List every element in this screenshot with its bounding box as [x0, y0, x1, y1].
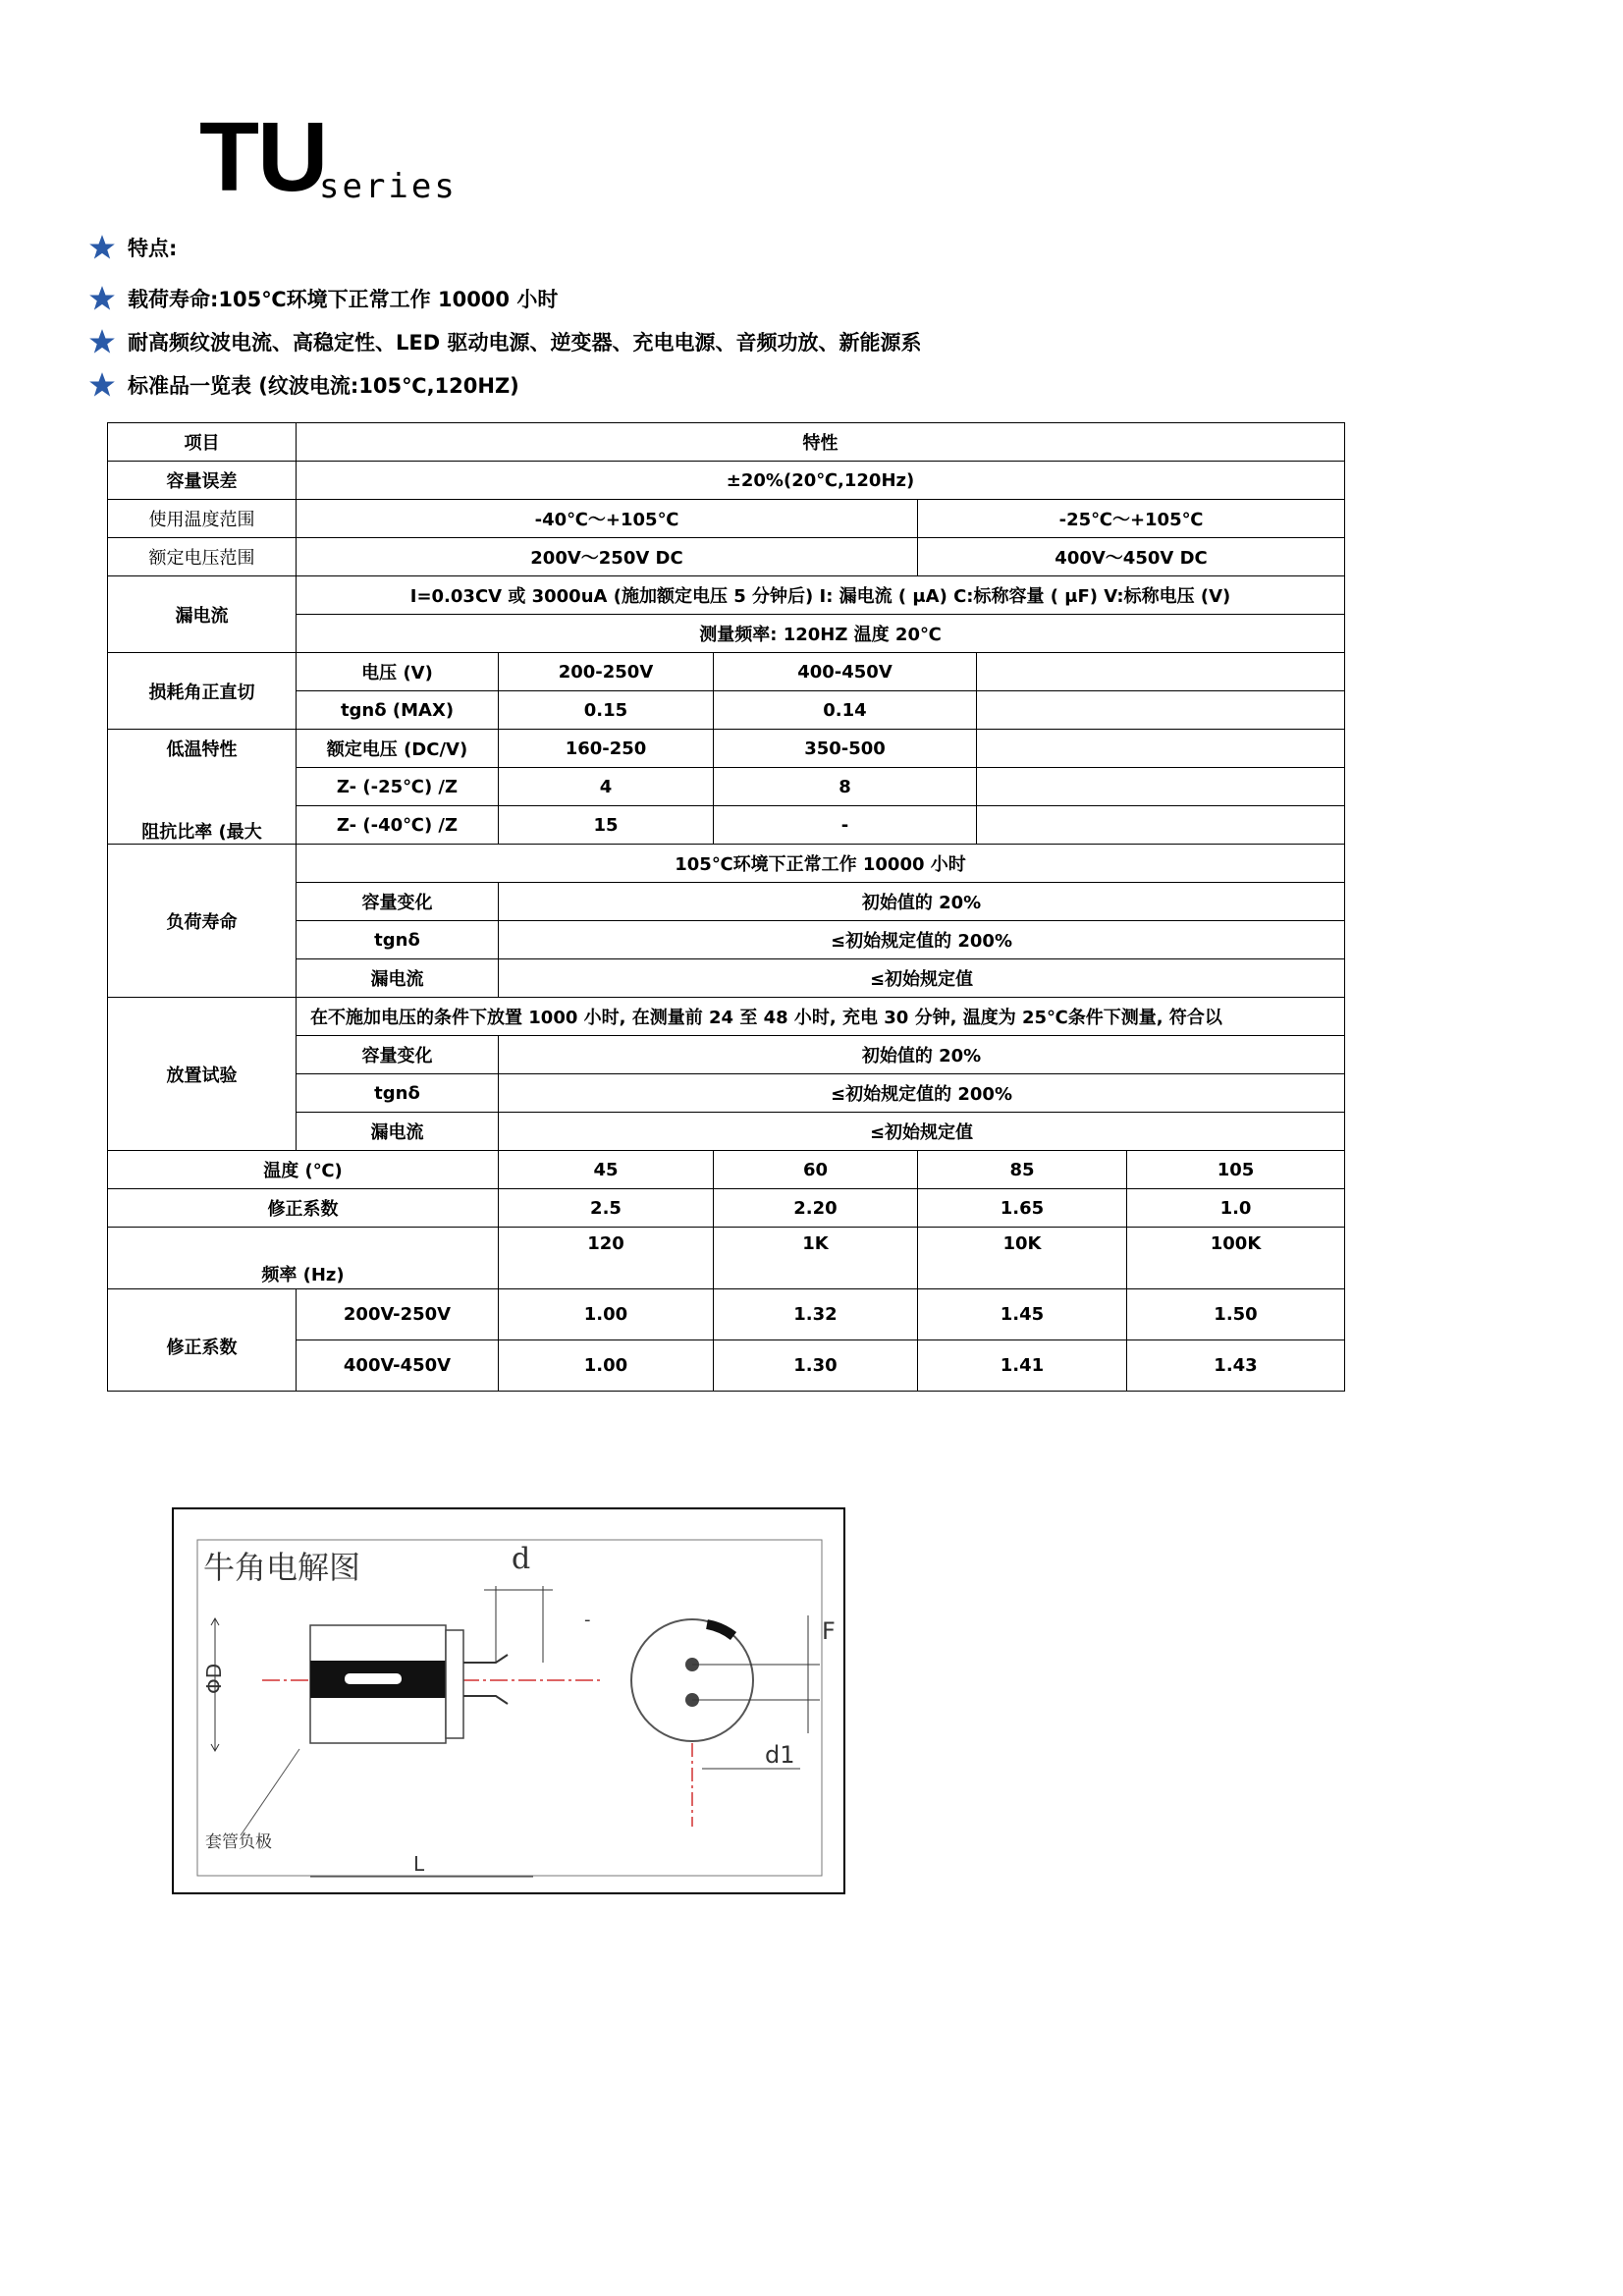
freq-cell: 100K	[1127, 1228, 1345, 1289]
temp-coef-label: 修正系数	[108, 1189, 499, 1228]
low-temp-label1: 低温特性	[166, 739, 238, 760]
header-char: 特性	[297, 423, 1345, 462]
freq-coef: 1.32	[714, 1289, 918, 1340]
low-cell: 160-250	[499, 730, 714, 768]
freq-coef: 1.00	[499, 1340, 714, 1392]
temp-range-label: 使用温度范围	[108, 500, 297, 538]
freq-coef: 1.41	[918, 1340, 1127, 1392]
dim-d-label: d	[512, 1542, 531, 1576]
freq-cell: 120	[499, 1228, 714, 1289]
star-icon	[88, 328, 116, 355]
freq-coef: 1.45	[918, 1289, 1127, 1340]
coef-cell: 1.0	[1127, 1189, 1345, 1228]
shelf-row-label: 容量变化	[297, 1036, 499, 1074]
dim-D-label: ΦD	[202, 1663, 226, 1694]
freq-coef: 1.43	[1127, 1340, 1345, 1392]
spec-table	[107, 422, 1345, 1392]
temp-cell: 85	[918, 1151, 1127, 1189]
minus-label: -	[584, 1610, 591, 1630]
low-cell: 350-500	[714, 730, 977, 768]
shelf-label: 放置试验	[108, 998, 297, 1151]
load-row-value: 初始值的 20%	[499, 883, 1345, 921]
temp-range-v2: -25℃～+105℃	[918, 500, 1345, 538]
volt-range-v2: 400V～450V DC	[918, 538, 1345, 576]
low-temp-label	[108, 730, 297, 845]
leakage-label: 漏电流	[108, 576, 297, 653]
capacitor-neck	[446, 1630, 463, 1738]
tan-cell: 0.15	[499, 691, 714, 730]
low-cell: 4	[499, 768, 714, 806]
cap-tol-value: ±20%(20℃,120Hz)	[297, 462, 1345, 500]
shelf-desc: 在不施加电压的条件下放置 1000 小时, 在测量前 24 至 48 小时, 充电 30 分钟, 温度为 25℃条件下测量, 符合以	[297, 998, 1345, 1036]
freq-coef: 1.50	[1127, 1289, 1345, 1340]
coef-cell: 2.5	[499, 1189, 714, 1228]
star-icon	[88, 371, 116, 399]
feature-text: 标准品一览表 (纹波电流:105℃,120HZ)	[128, 374, 519, 398]
volt-range-label: 额定电压范围	[108, 538, 297, 576]
freq-cell: 10K	[918, 1228, 1127, 1289]
dim-F-label: F	[822, 1617, 836, 1645]
capacitor-top-view	[631, 1619, 753, 1741]
empty-cell	[977, 653, 1345, 691]
empty-cell	[977, 730, 1345, 768]
low-cell: Z- (-40℃) /Z	[297, 806, 499, 845]
dim-L-label: L	[413, 1852, 425, 1876]
feature-text: 特点:	[128, 237, 178, 260]
load-row-label: tgnδ	[297, 921, 499, 959]
empty-cell	[977, 806, 1345, 845]
load-row-label: 容量变化	[297, 883, 499, 921]
freq-cell: 1K	[714, 1228, 918, 1289]
feature-item	[88, 230, 177, 265]
load-life-desc: 105℃环境下正常工作 10000 小时	[297, 845, 1345, 883]
cap-tol-label: 容量误差	[108, 462, 297, 500]
band-slot	[345, 1673, 402, 1684]
tan-cell: 400-450V	[714, 653, 977, 691]
feature-item	[88, 367, 519, 403]
load-row-value: ≤初始规定值的 200%	[499, 921, 1345, 959]
shelf-row-value: ≤初始规定值的 200%	[499, 1074, 1345, 1113]
leakage-line1: I=0.03CV 或 3000uA (施加额定电压 5 分钟后) I: 漏电流 ( μA) C:标称容量 ( μF) V:标称电压 (V)	[297, 576, 1345, 615]
freq-coef-label: 修正系数	[108, 1289, 297, 1392]
tan-cell: 200-250V	[499, 653, 714, 691]
empty-cell	[977, 691, 1345, 730]
title-series: series	[319, 167, 458, 206]
temp-range-v1: -40℃～+105℃	[297, 500, 918, 538]
load-life-label: 负荷寿命	[108, 845, 297, 998]
temp-cell: 45	[499, 1151, 714, 1189]
feature-item	[88, 324, 921, 359]
low-cell: 额定电压 (DC/V)	[297, 730, 499, 768]
freq-row-label: 200V-250V	[297, 1289, 499, 1340]
low-temp-label2: 阻抗比率 (最大	[141, 822, 262, 843]
coef-cell: 2.20	[714, 1189, 918, 1228]
load-row-value: ≤初始规定值	[499, 959, 1345, 998]
header-item: 项目	[108, 423, 297, 462]
diagram-title: 牛角电解图	[203, 1549, 361, 1586]
freq-row-label: 400V-450V	[297, 1340, 499, 1392]
freq-factor-label: 频率 (Hz)	[108, 1228, 499, 1289]
load-row-label: 漏电流	[297, 959, 499, 998]
feature-text: 载荷寿命:105℃环境下正常工作 10000 小时	[128, 288, 559, 311]
temp-cell: 60	[714, 1151, 918, 1189]
coef-cell: 1.65	[918, 1189, 1127, 1228]
capacitor-diagram	[172, 1507, 845, 1894]
star-icon	[88, 234, 116, 261]
tan-cell: 0.14	[714, 691, 977, 730]
shelf-row-label: tgnδ	[297, 1074, 499, 1113]
leakage-line2: 测量频率: 120HZ 温度 20℃	[297, 615, 1345, 653]
tan-delta-label: 损耗角正直切	[108, 653, 297, 730]
low-cell: -	[714, 806, 977, 845]
shelf-row-label: 漏电流	[297, 1113, 499, 1151]
low-cell: 15	[499, 806, 714, 845]
feature-text: 耐高频纹波电流、高稳定性、LED 驱动电源、逆变器、充电电源、音频功放、新能源系	[128, 331, 922, 355]
freq-coef: 1.00	[499, 1289, 714, 1340]
empty-cell	[977, 768, 1345, 806]
sleeve-label: 套管负极	[205, 1832, 272, 1852]
shelf-row-value: 初始值的 20%	[499, 1036, 1345, 1074]
feature-item	[88, 281, 558, 316]
low-cell: Z- (-25℃) /Z	[297, 768, 499, 806]
star-icon	[88, 285, 116, 312]
temp-factor-label: 温度 (℃)	[108, 1151, 499, 1189]
title-tu: TU	[199, 102, 327, 212]
volt-range-v1: 200V～250V DC	[297, 538, 918, 576]
freq-coef: 1.30	[714, 1340, 918, 1392]
tan-cell: tgnδ (MAX)	[297, 691, 499, 730]
dim-d1-label: d1	[765, 1741, 795, 1769]
low-cell: 8	[714, 768, 977, 806]
tan-cell: 电压 (V)	[297, 653, 499, 691]
temp-cell: 105	[1127, 1151, 1345, 1189]
shelf-row-value: ≤初始规定值	[499, 1113, 1345, 1151]
